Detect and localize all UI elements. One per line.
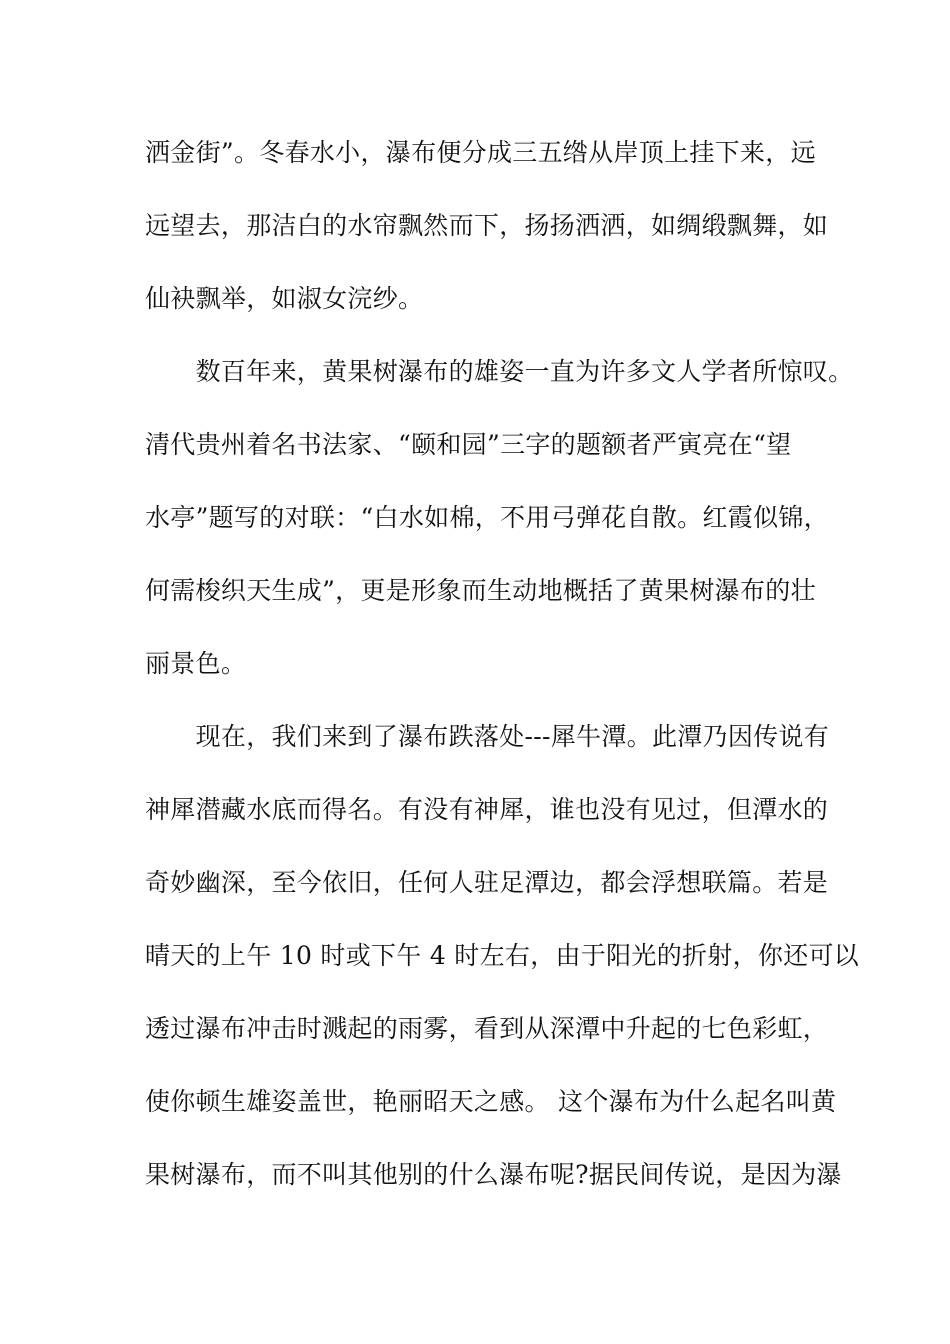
- text-line: 现在，我们来到了瀑布跌落处---犀牛潭。此潭乃因传说有: [145, 722, 830, 751]
- text-line: 何需梭织天生成”，更是形象而生动地概括了黄果树瀑布的壮: [145, 576, 816, 605]
- body-text: [145, 128, 860, 1223]
- text-line: 神犀潜藏水底而得名。有没有神犀，谁也没有见过，但潭水的: [145, 795, 829, 824]
- text-line: 远望去，那洁白的水帘飘然而下，扬扬洒洒，如绸缎飘舞，如: [145, 211, 829, 240]
- text-line: 晴天的上午 10 时或下午 4 时左右，由于阳光的折射，你还可以: [145, 941, 860, 970]
- text-line: 奇妙幽深，至今依旧，任何人驻足潭边，都会浮想联篇。若是: [145, 868, 829, 897]
- text-line: 果树瀑布，而不叫其他别的什么瀑布呢?据民间传说，是因为瀑: [145, 1160, 842, 1189]
- text-line: 仙袂飘举，如淑女浣纱。: [145, 284, 424, 313]
- text-line: 清代贵州着名书法家、“颐和园”三字的题额者严寅亮在“望: [145, 430, 792, 459]
- text-line: 数百年来，黄果树瀑布的雄姿一直为许多文人学者所惊叹。: [145, 357, 854, 386]
- text-line: 透过瀑布冲击时溅起的雨雾，看到从深潭中升起的七色彩虹，: [145, 1014, 829, 1043]
- text-line: 洒金街”。冬春水小，瀑布便分成三五绺从岸顶上挂下来，远: [145, 138, 816, 167]
- text-line: 丽景色。: [145, 649, 247, 678]
- text-line: 使你顿生雄姿盖世，艳丽昭天之感。 这个瀑布为什么起名叫黄: [145, 1087, 837, 1116]
- text-line: 水亭”题写的对联：“白水如棉，不用弓弹花自散。红霞似锦，: [145, 503, 829, 532]
